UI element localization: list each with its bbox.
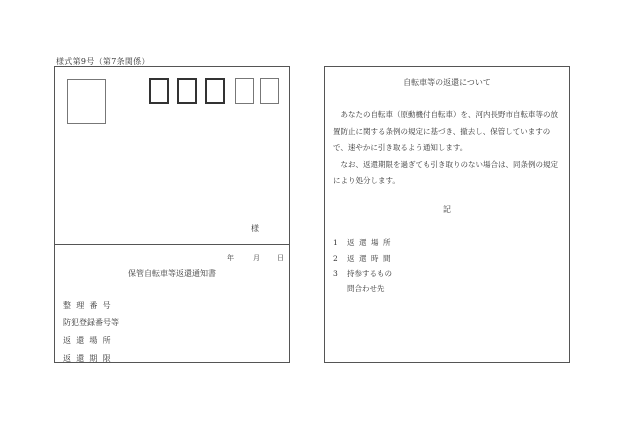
date-day: 日: [277, 254, 284, 262]
addressee-honorific: 様: [251, 224, 259, 233]
item-return-time: [333, 253, 395, 264]
date-year: 年: [227, 254, 234, 262]
postal-code-box-2: [177, 78, 197, 104]
field-label-return-place: 返還場所: [63, 336, 116, 345]
item-label: 返還場所: [347, 238, 395, 247]
item-bring: [333, 268, 392, 279]
form-number: 様式第9号（第7条関係）: [56, 57, 150, 66]
postcard-address-side: [54, 66, 290, 363]
message-paragraph: なお、返還期限を過ぎても引き取りのない場合は、同条例の規定により処分します。: [333, 159, 558, 185]
item-contact: [347, 283, 385, 294]
field-label-return-deadline: 返還期限: [63, 354, 116, 363]
message-body: [333, 107, 565, 190]
date-month: 月: [253, 254, 260, 262]
item-label: 返還時間: [347, 254, 395, 263]
postcard-message-side: [324, 66, 570, 363]
field-label-control-number: 整理番号: [63, 301, 116, 310]
ki-heading: 記: [443, 205, 451, 214]
field-label-registration-number: 防犯登録番号等: [63, 318, 119, 327]
postal-code-box-3: [205, 78, 225, 104]
postal-code-box-1: [149, 78, 169, 104]
stamp-box: [67, 79, 106, 124]
postal-code-box-4: [235, 78, 254, 104]
item-number: 1: [333, 238, 338, 247]
notice-title: 保管自転車等返還通知書: [128, 269, 216, 278]
card-divider: [55, 244, 289, 245]
item-return-place: [333, 237, 395, 248]
message-title: 自転車等の返還について: [403, 78, 491, 87]
item-label: 持参するもの: [347, 269, 392, 278]
item-number: 3: [333, 269, 338, 278]
item-label: 問合わせ先: [347, 284, 385, 293]
item-number: 2: [333, 254, 338, 263]
message-paragraph: あなたの自転車（原動機付自転車）を、河内長野市自転車等の放置防止に関する条例の規定に基づき、撤去し、保管していますので、速やかに引き取るよう通知します。: [333, 110, 558, 152]
postal-code-box-5: [260, 78, 279, 104]
